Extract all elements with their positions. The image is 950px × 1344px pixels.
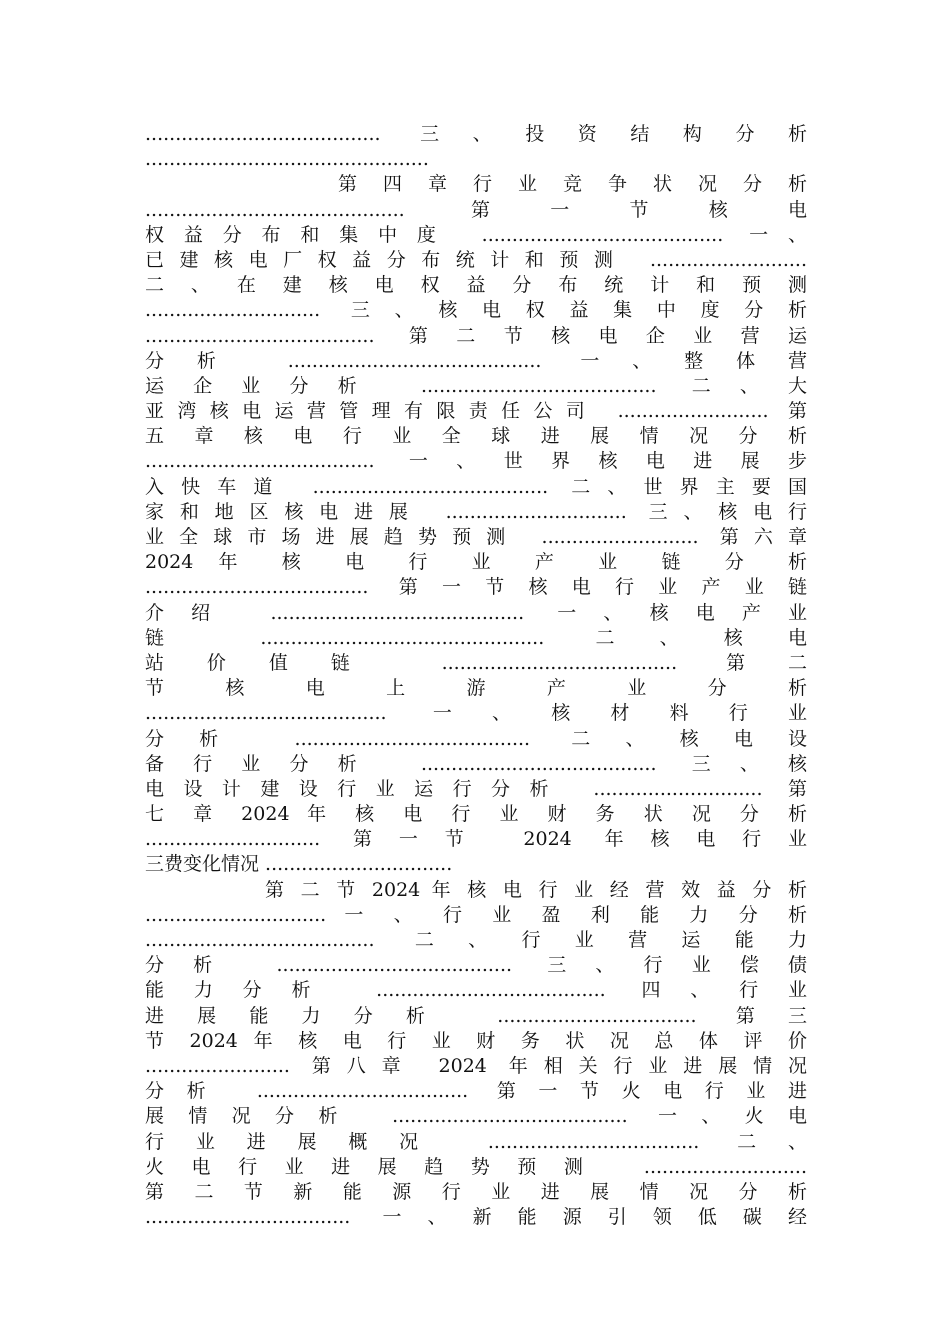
toc-line: 进展能力分析 ................................. 第三 <box>145 1004 807 1027</box>
toc-line: 链 ............................................... 二、核电 <box>145 626 807 649</box>
section-heading: 节 2024 年 核 电 行 业 财 务 状 况 总 体 评 价 <box>145 1029 807 1052</box>
toc-line: 火电行业进展趋势预测 ........................... <box>145 1155 807 1178</box>
toc-line: 三费变化情况 ............................... <box>145 853 453 876</box>
toc-line: ....................................... 三、投资结构分析 <box>145 123 807 145</box>
toc-line: 展情况分析 ....................................... 一、火电 <box>145 1105 807 1128</box>
toc-line: 分析 .......................................... 一、整体营 <box>145 349 807 372</box>
toc-line: 分析 ................................... 第一节火电行业进 <box>145 1080 807 1103</box>
toc-line: 分析 ....................................... 二、核电设 <box>145 727 807 750</box>
toc-line: ............................. 三、核电权益集中度分析 <box>145 299 807 322</box>
toc-line: 亚湾核电运营管理有限责任公司 ......................... 第 <box>145 400 807 423</box>
toc-page <box>145 122 807 1230</box>
toc-line: 分析 ....................................... 三、行业偿债 <box>145 954 807 977</box>
toc-line: 电设计建设行业运行分析 ............................ 第 <box>145 777 807 800</box>
toc-line: 入快车道 ....................................... 二、世界主要国 <box>145 475 807 498</box>
section-heading: 第 二 节 新 能 源 行 业 进 展 情 况 分 析 <box>145 1180 807 1203</box>
toc-line: ...................................... 二、行业营运能力 <box>145 929 807 951</box>
toc-line: ........................................... 第一节核电 <box>145 198 807 221</box>
section-heading: 第 二 节 2024 年 核 电 行 业 经 营 效 益 分 析 <box>265 878 807 901</box>
toc-line: 家和地区核电进展 .............................. 三、核电行 <box>145 500 807 523</box>
toc-line: 运企业分析 ....................................... 二、大 <box>145 374 807 397</box>
toc-line: 站价值链 ....................................... 第二 <box>145 651 807 674</box>
toc-line: ........................ 第八章 2024 年相关行业进展情况 <box>145 1054 807 1077</box>
toc-line: 业全球市场进展趋势预测 .......................... 第六章 <box>145 526 807 548</box>
toc-line: 备行业分析 ....................................... 三、核 <box>145 752 807 775</box>
toc-line: ........................................ 一、核材料行业 <box>145 702 807 725</box>
toc-line: ...................................... 一、世界核电进展步 <box>145 450 807 473</box>
chapter-heading: 五 章 核 电 行 业 全 球 进 展 情 况 分 析 <box>145 425 807 448</box>
section-heading: 节 核 电 上 游 产 业 分 析 <box>145 677 807 700</box>
toc-line: 二 、 在 建 核 电 权 益 分 布 统 计 和 预 测 <box>145 274 807 297</box>
toc-line: ............................. 第一节 2024 年核电行业 <box>145 828 807 851</box>
toc-line: 权益分布和集中度 ........................................ 一、 <box>145 223 807 246</box>
toc-line: 行业进展概况 ................................... 二、 <box>145 1130 807 1153</box>
toc-line: .............................. 一 、 行 业 盈 利 能 力 分 析 <box>145 903 807 926</box>
toc-line: .................................. 一、新能源引领低碳经 <box>145 1206 807 1229</box>
toc-line: ...................................... 第二节核电企业营运 <box>145 324 807 347</box>
toc-line: 已建核电厂权益分布统计和预测 .......................... <box>145 248 807 271</box>
chapter-heading: 第 四 章 行 业 竞 争 状 况 分 析 <box>338 173 807 196</box>
chapter-heading: 2024 年 核 电 行 业 产 业 链 分 析 <box>145 551 807 574</box>
chapter-heading: 七 章 2024 年 核 电 行 业 财 务 状 况 分 析 <box>145 803 807 826</box>
toc-line: ............................................... <box>145 148 429 171</box>
toc-line: 能力分析 ...................................... 四、行业 <box>145 979 807 1002</box>
toc-line: ..................................... 第一节核电行业产业链 <box>145 576 807 599</box>
toc-line: 介绍 .......................................... 一、核电产业 <box>145 601 807 624</box>
